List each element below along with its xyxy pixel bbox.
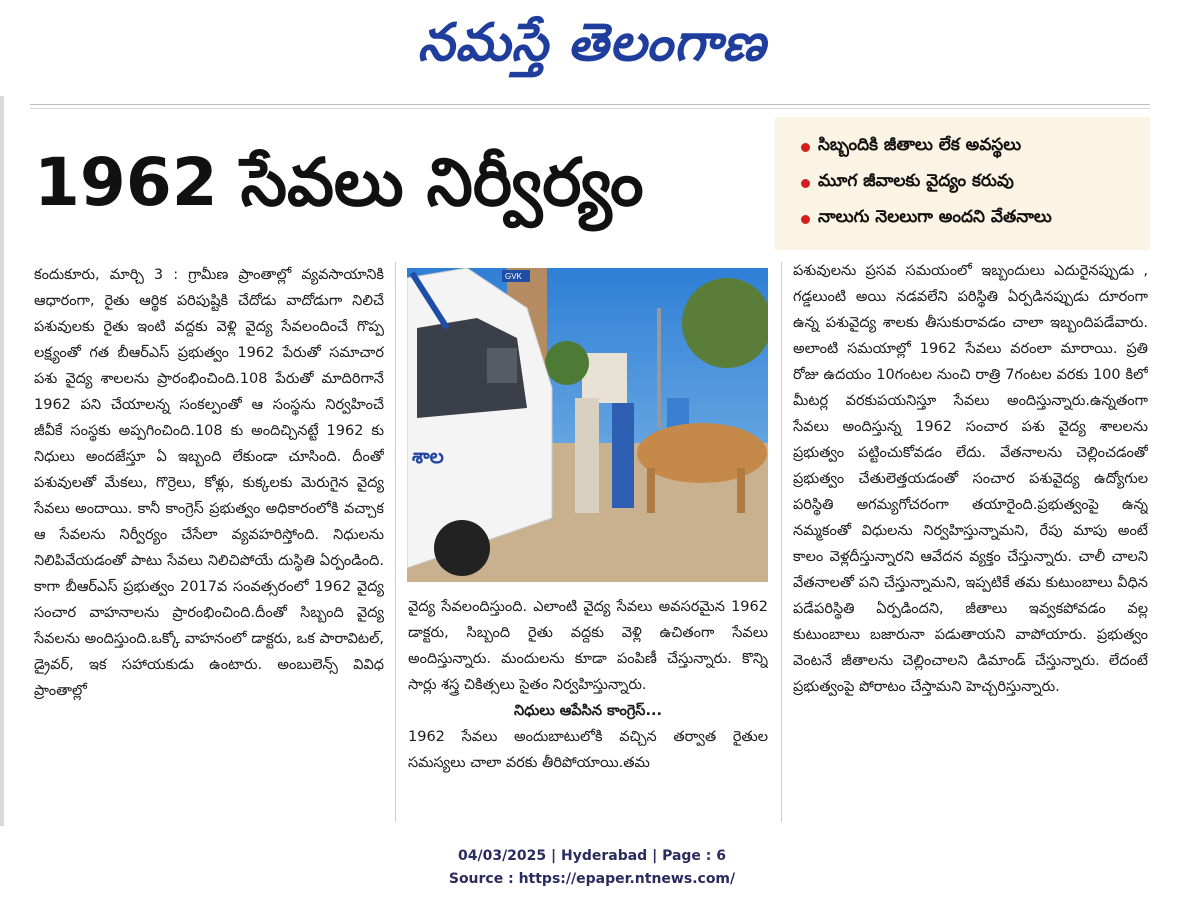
column-3-text: పశువులను ప్రసవ సమయంలో ఇబ్బందులు ఎదురైనప్పుడు , గడ్డలుంటి అయి నడవలేని పరిస్థితి ఏర్పడినప్పుడు దూరంగా ఉన్న పశువైద్య శాలకు తీసుకురావడం చాలా ఇబ్బందిపడేవారు. అలాంటి సమయాల్లో 1962 సేవలు వరంలా మారాయి. ప్రతి రోజు ఉదయం 10గంటల నుంచి రాత్రి 7గంటల వరకు 100 కిలో మీటర్ల వరకుపయనిస్తూ సేవలు అందిస్తున్నారు.ఉన్నతంగా సేవలు అందిస్తున్న 1962 సంచార పశు వైద్య శాలలను ప్రభుత్వం పట్టించుకోవడం లేదు. వేతనాలను చెల్లించడంతో ప్రభుత్వం చేతులెత్తయడంతో సంచార పశువైద్య ఉద్యోగుల పరిస్థితి అగమ్యగోచరంగా తయారైంది.ప్రభుత్వంపై ఉన్న నమ్మకంతో విధులను నిర్వహిస్తున్నామని, రేపు మాపు అంటే కాలం వెళ్లదీస్తున్నారని ఆవేదన వ్యక్తం చేస్తున్నారు. చాలీ చాలని వేతనాలతో పని చేస్తున్నామని, ఇప్పటికే తమ కుటుంబాలు వీధిన పడేపరిస్థితి ఏర్పడిందని, జీతాలు ఇవ్వకపోవడం వల్ల కుటుంబాలు బజారునా పడుతాయని వాపోయారు. ప్రభుత్వం వెంటనే జీతాలను చెల్లించాలని డిమాండ్ చేస్తున్నారు. లేదంటే ప్రభుత్వంపై పోరాటం చేస్తామని హెచ్చరిస్తున్నారు. bbox=[793, 263, 1148, 695]
page-left-border bbox=[0, 96, 4, 826]
highlight-item bbox=[801, 129, 1134, 165]
column-2-text-top: వైద్య సేవలందిస్తుంది. ఎలాంటి వైద్య సేవలు అవసరమైన 1962 డాక్టరు, సిబ్బంది రైతు వద్దకు వెళ్లి ఉచితంగా సేవలు అందిస్తున్నారు. మందులను కూడా పంపిణీ చేస్తున్నారు. కొన్ని సార్లు శస్త్ర చికిత్సలు సైతం నిర్వహిస్తున్నారు. bbox=[408, 599, 768, 693]
footer-source-line: Source : https://epaper.ntnews.com/ bbox=[448, 871, 736, 887]
person-1 bbox=[575, 398, 599, 513]
photo-illustration bbox=[407, 268, 768, 582]
highlight-text: మూగ జీవాలకు వైద్యం కరువు bbox=[818, 171, 1014, 191]
footer-date-line: 04/03/2025 | Hyderabad | Page : 6 bbox=[457, 848, 727, 864]
van-wheel bbox=[434, 520, 490, 576]
utility-pole bbox=[657, 308, 661, 428]
article-column-1 bbox=[34, 262, 384, 822]
column-divider bbox=[781, 262, 782, 822]
column-2-text-bottom: 1962 సేవలు అందుబాటులోకి వచ్చిన తర్వాత రైతుల సమస్యలు చాలా వరకు తీరిపోయాయి.తమ bbox=[408, 729, 768, 771]
van-side-window bbox=[487, 348, 517, 383]
cow-leg bbox=[647, 468, 655, 513]
highlight-text: నాలుగు నెలలుగా అందని వేతనాలు bbox=[818, 207, 1052, 227]
cow bbox=[637, 423, 767, 483]
masthead-divider bbox=[30, 104, 1150, 105]
highlight-item bbox=[801, 201, 1134, 237]
van-side-text: శాల bbox=[412, 444, 444, 468]
masthead-divider-secondary bbox=[30, 108, 1150, 109]
bullet-dot-icon bbox=[801, 143, 810, 152]
van-badge-text: GVK bbox=[505, 272, 522, 281]
article-photo bbox=[407, 268, 768, 582]
person-2 bbox=[612, 403, 634, 508]
highlight-text: సిబ్బందికి జీతాలు లేక అవస్థలు bbox=[818, 135, 1022, 155]
bullet-dot-icon bbox=[801, 215, 810, 224]
highlight-item bbox=[801, 165, 1134, 201]
article-column-2 bbox=[408, 594, 768, 822]
highlights-box bbox=[775, 117, 1150, 250]
article-headline: 1962 సేవలు నిర్వీర్యం bbox=[34, 144, 644, 221]
cow-leg bbox=[737, 468, 745, 513]
masthead-logo: నమస్తే తెలంగాణ bbox=[417, 13, 767, 73]
column-1-text: కందుకూరు, మార్చి 3 : గ్రామీణ ప్రాంతాల్లో వ్యవసాయానికి ఆధారంగా, రైతు ఆర్థిక పరిపుష్టికి చేదోడు వాదోడుగా నిలిచే పశువులకు రైతు ఇంటి వద్దకు వెళ్లి వైద్య సేవలందించే గొప్ప లక్ష్యంతో గత బీఆర్ఎస్ ప్రభుత్వం 1962 పేరుతో సమాచార పశు వైద్య శాలలను ప్రారంభించింది.108 పేరుతో మాదిరిగానే 1962 పని చేయాలన్న సంకల్పంతో ఆ సంస్థను నిర్వహించే జీవీకే సంస్థకు అప్పగించింది.108 కు అందిచ్చినట్టే 1962 కు నిధులు అందజేస్తూ ఏ ఇబ్బంది లేకుండా చూసింది. దీంతో పశువులతో మేకలు, గొర్రెలు, కోళ్లు, కుక్కలకు మెరుగైన వైద్య సేవలు అందాయి. కానీ కాంగ్రెస్ ప్రభుత్వం అధికారంలోకి వచ్చాక ఆ సేవలను నిర్వీర్యం చేసేలా వ్యవహరిస్తోంది. నిధులను నిలిపివేయడంతో పాటు సేవలు నిలిచిపోయే దుస్థితి ఏర్పండింది. కాగా బీఆర్ఎస్ ప్రభుత్వం 2017వ సంవత్సరంలో 1962 వైద్య సంచార వాహనాలను ప్రారంభించింది.దీంతో సిబ్బంది వైద్య సేవలను అందిస్తుంది.ఒక్కో వాహనంలో డాక్టరు, ఒక పారావిటల్, డ్రైవర్, ఇక సహాయకుడు ఉంటారు. అంబులెన్స్ వివిధ ప్రాంతాల్లో bbox=[34, 267, 384, 699]
column-divider bbox=[395, 262, 396, 822]
palm-tree bbox=[545, 341, 589, 385]
article-subheading: నిధులు ఆపేసిన కాంగ్రెస్... bbox=[514, 703, 662, 719]
bullet-dot-icon bbox=[801, 179, 810, 188]
article-column-3 bbox=[793, 258, 1148, 822]
tree bbox=[682, 278, 768, 368]
